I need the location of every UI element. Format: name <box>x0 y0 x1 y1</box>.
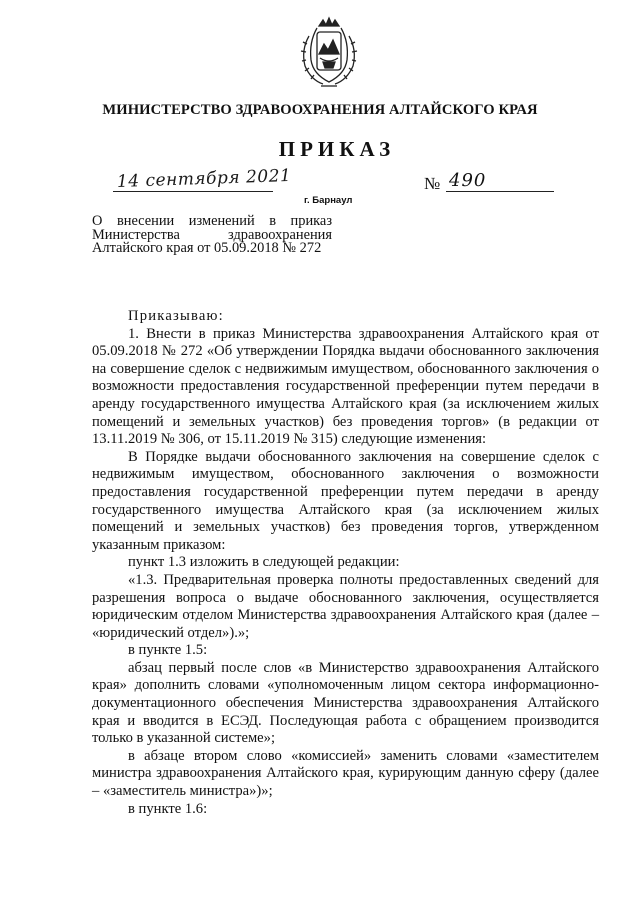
number-label: № <box>424 174 441 193</box>
subject-line-1: О внесении изменений в приказ <box>92 213 332 229</box>
number-underline <box>446 191 554 192</box>
body-paragraph-2: В Порядке выдачи обоснованного заключения на совершение сделок с недвижимым имуществом, обоснованного заключения о возможности предоставления государственной преференции путем передачи в аренду государственного имущества Алтайского края (за исключением жилых помещений и земельных участков) без проведения торгов, утвержденном указанным приказом: <box>92 448 599 553</box>
body-paragraph-8: в пункте 1.6: <box>128 800 208 817</box>
ministry-name: МИНИСТЕРСТВО ЗДРАВООХРАНЕНИЯ АЛТАЙСКОГО КРАЯ <box>102 102 538 118</box>
order-body <box>92 308 599 818</box>
handwritten-number: 490 <box>449 170 487 191</box>
body-paragraph-1: 1. Внести в приказ Министерства здравоохранения Алтайского края от 05.09.2018 № 272 «Об утверждении Порядка выдачи обоснованного заключения на совершение сделок с недвижимым имуществом, обоснованного заключения о возможности предоставления государственной преференции путем передачи в аренду государственного имущества Алтайского края (за исключением жилых помещений и земельных участков) без проведения торгов» (в редакции от 13.11.2019 № 306, от 15.11.2019 № 315) следующие изменения: <box>92 325 599 448</box>
subject-line-3: Алтайского края от 05.09.2018 № 272 <box>92 240 322 256</box>
order-subject <box>92 215 332 256</box>
body-paragraph-5: в пункте 1.5: <box>128 642 208 659</box>
body-paragraph-intro: Приказываю: <box>128 308 224 324</box>
city-label: г. Барнаул <box>304 195 353 206</box>
document-type-title: ПРИКАЗ <box>278 137 396 161</box>
subject-line-2: Министерства здравоохранения <box>92 226 332 243</box>
altai-krai-coat-of-arms-icon <box>297 14 361 90</box>
body-paragraph-6: абзац первый после слов «в Министерство здравоохранения Алтайского края» дополнить словами «уполномоченным лицом сектора информационно-документационного обеспечения Министерства здравоохранения Алтайского края и вводится в ЕСЭД. Последующая работа с обращением производится только в указанной системе»; <box>92 659 599 747</box>
body-paragraph-4: «1.3. Предварительная проверка полноты предоставленных сведений для разрешения вопроса о выдаче обоснованного заключения, осуществляется юридическим отделом Министерства здравоохранения Алтайского края (далее – «юридический отдел»).»; <box>92 571 599 641</box>
date-underline <box>113 191 273 192</box>
body-paragraph-7: в абзаце втором слово «комиссией» заменить словами «заместителем министра здравоохранения Алтайского края, курирующим данную сферу (далее – «заместитель министра»)»; <box>92 747 599 800</box>
handwritten-date: 14 сентября 2021 <box>116 165 292 192</box>
body-paragraph-3: пункт 1.3 изложить в следующей редакции: <box>128 554 400 571</box>
